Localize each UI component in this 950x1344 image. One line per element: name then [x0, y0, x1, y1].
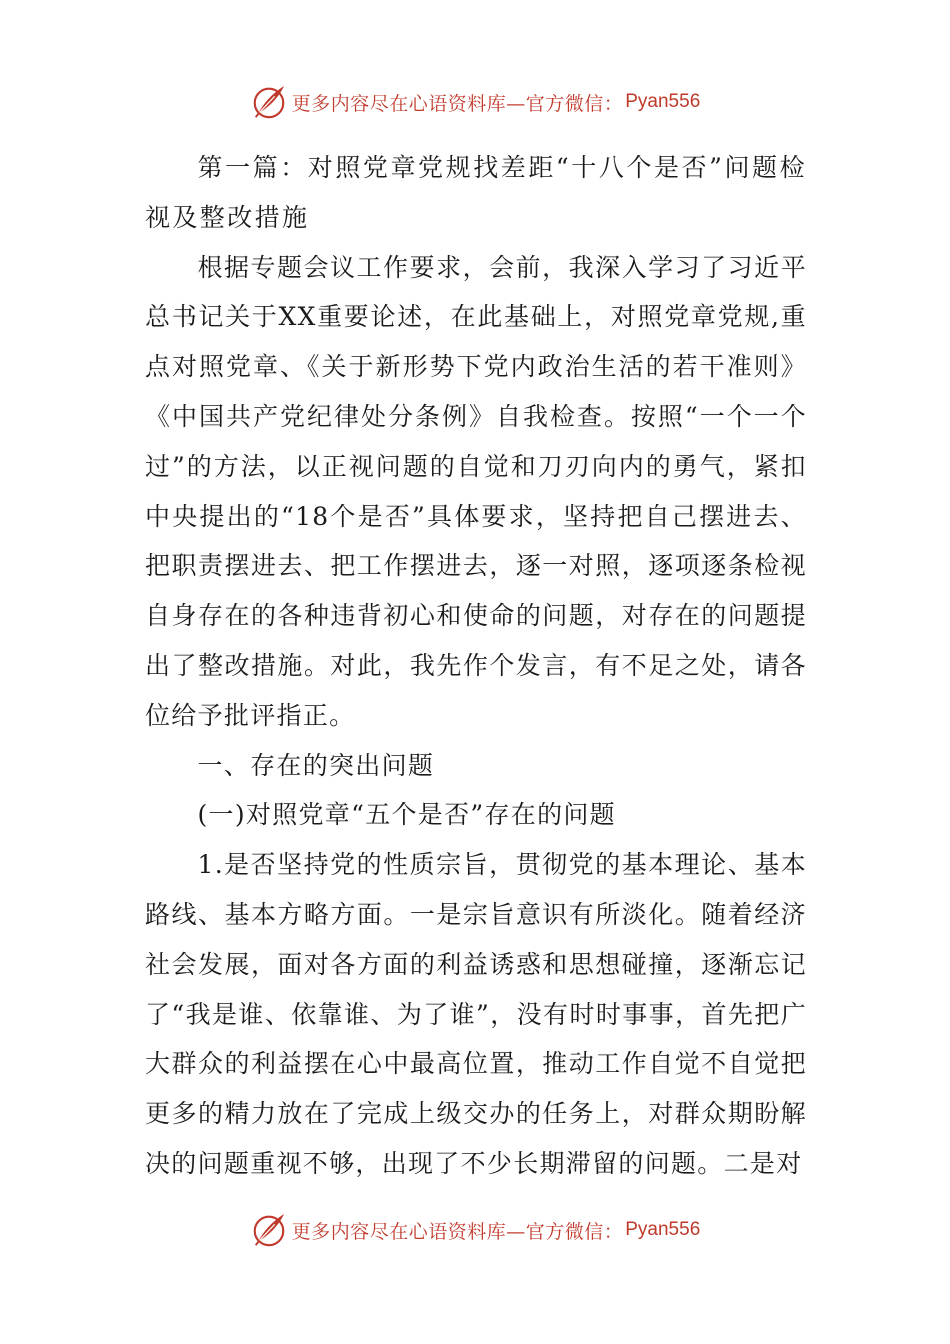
- document-title: 第一篇：对照党章党规找差距“十八个是否”问题检视及整改措施: [145, 153, 807, 232]
- document-body: [145, 143, 807, 1189]
- banner-wechat-id: Pyan556: [625, 1219, 701, 1240]
- header-banner: [0, 80, 950, 124]
- banner-brand-text: 更多内容尽在心语资料库—官方微信：: [291, 92, 624, 115]
- quill-pen-logo-icon: [250, 83, 288, 121]
- footer-banner: [0, 1208, 950, 1252]
- banner-brand-text: 更多内容尽在心语资料库—官方微信：: [291, 1220, 624, 1243]
- subsection-heading: (一)对照党章“五个是否”存在的问题: [197, 800, 616, 830]
- section-heading: 一、存在的突出问题: [197, 750, 435, 780]
- quill-pen-logo-icon: [250, 1211, 288, 1249]
- intro-paragraph: 根据专题会议工作要求，会前，我深入学习了习近平总书记关于XX重要论述，在此基础上，对照党章党规,重点对照党章、《关于新形势下党内政治生活的若干准则》《中国共产党纪律处分条例》自我检查。按照“一个一个过”的方法，以正视问题的自觉和刀刃向内的勇气，紧扣中央提出的“18个是否”具体要求，坚持把自己摆进去、把职责摆进去、把工作摆进去，逐一对照，逐项逐条检视自身存在的各种违背初心和使命的问题，对存在的问题提出了整改措施。对此，我先作个发言，有不足之处，请各位给予批评指正。: [145, 252, 807, 730]
- banner-wechat-id: Pyan556: [625, 91, 701, 112]
- item-1-paragraph: 1.是否坚持党的性质宗旨，贯彻党的基本理论、基本路线、基本方略方面。一是宗旨意识有所淡化。随着经济社会发展，面对各方面的利益诱惑和思想碰撞，逐渐忘记了“我是谁、依靠谁、为了谁”，没有时时事事，首先把广大群众的利益摆在心中最高位置，推动工作自觉不自觉把更多的精力放在了完成上级交办的任务上，对群众期盼解决的问题重视不够，出现了不少长期滞留的问题。二是对: [145, 850, 807, 1178]
